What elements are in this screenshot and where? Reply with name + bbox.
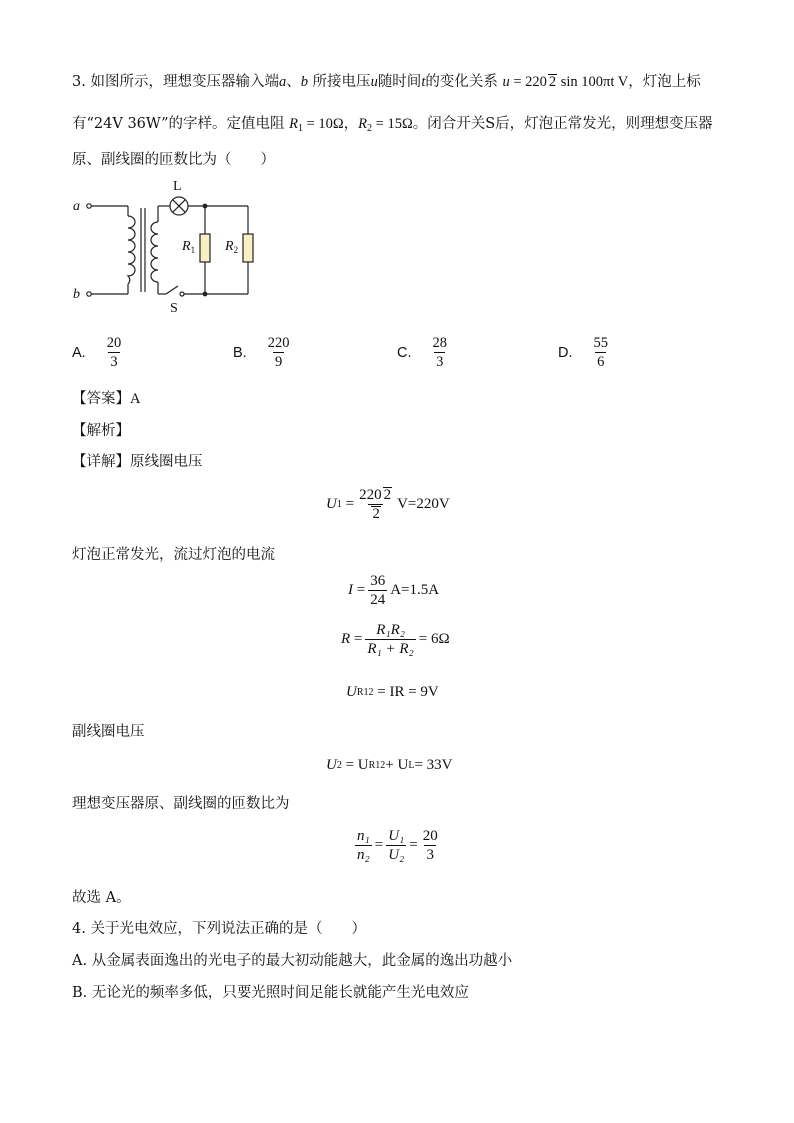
equation-u2: U 2 = U R12 + U L = 33V [326,757,453,773]
primary-coil [128,216,135,284]
terminal-b-dot [87,292,91,296]
resistor-r1 [200,234,210,262]
r2-label: $R_2$ [225,239,239,255]
switch-label: S [170,301,178,316]
q3-line-2: 有“24V 36W”的字样。定值电阻 $R_1 = 10\Omega$，$R_2 = 15\Omega$。闭合开关S后，灯泡正常发光，则理想变压器 [72,116,713,134]
equation-u1: U 1 = $\frac{220 2}{2}$ V=220V [326,487,450,522]
equation-resistance: R = $\frac{\text{R₁R₂}}{\text{R₁ + R₂}}$ = 6Ω [341,622,450,657]
switch-blade [166,286,178,294]
terminal-a-label: a [73,199,80,214]
terminal-a-dot [87,204,91,208]
text-choose: 故选 A。 [72,890,131,906]
voltage-formula: u = 220 2 sin 100πt V [502,74,629,90]
text-turns-ratio: 理想变压器原、副线圈的匝数比为 [72,796,290,812]
secondary-coil [151,222,158,282]
q3-line-1: 3. 如图所示，理想变压器输入端a、b 所接电压u随时间t的变化关系 u = 220 2 sin 100πt V，灯泡上标 [72,74,701,90]
terminal-b-label: b [73,287,80,302]
analysis-tag: 【解析】 [72,423,130,439]
detail-line: 【详解】原线圈电压 [72,454,203,470]
text-lamp-current: 灯泡正常发光，流过灯泡的电流 [72,547,275,563]
equation-ur12: U R12 = IR = 9V [346,684,439,700]
equation-current: I = $\frac{36}{24}$ A=1.5A [348,573,440,608]
q4-option-b: B. 无论光的频率多低，只要光照时间足能长就能产生光电效应 [72,985,469,1001]
text-secondary-voltage: 副线圈电压 [72,724,145,740]
option-d: D. $\frac{55}{6}$ [558,335,608,370]
q4-stem: 4. 关于光电效应，下列说法正确的是（ ） [72,921,366,937]
lamp-label: L [173,179,182,194]
resistor-r2 [243,234,253,262]
circuit-diagram [70,178,270,318]
equation-ratio: $\frac{\text{n₁}}{\text{n₂}}$ = $\frac{\text{U₁}}{\text{U₂}}$ = $\frac{20}{3}$ [357,828,438,863]
q3-line-3: 原、副线圈的匝数比为（ ） [72,152,275,168]
option-a: A. $\frac{20}{3}$ [72,335,122,370]
r1-label: $R_1$ [182,239,196,255]
option-b: B. $\frac{220}{9}$ [233,335,290,370]
option-c: C. $\frac{28}{3}$ [397,335,447,370]
answer-line: 【答案】A [72,391,141,407]
q4-option-a: A. 从金属表面逸出的光电子的最大初动能越大，此金属的逸出功越小 [72,953,513,969]
